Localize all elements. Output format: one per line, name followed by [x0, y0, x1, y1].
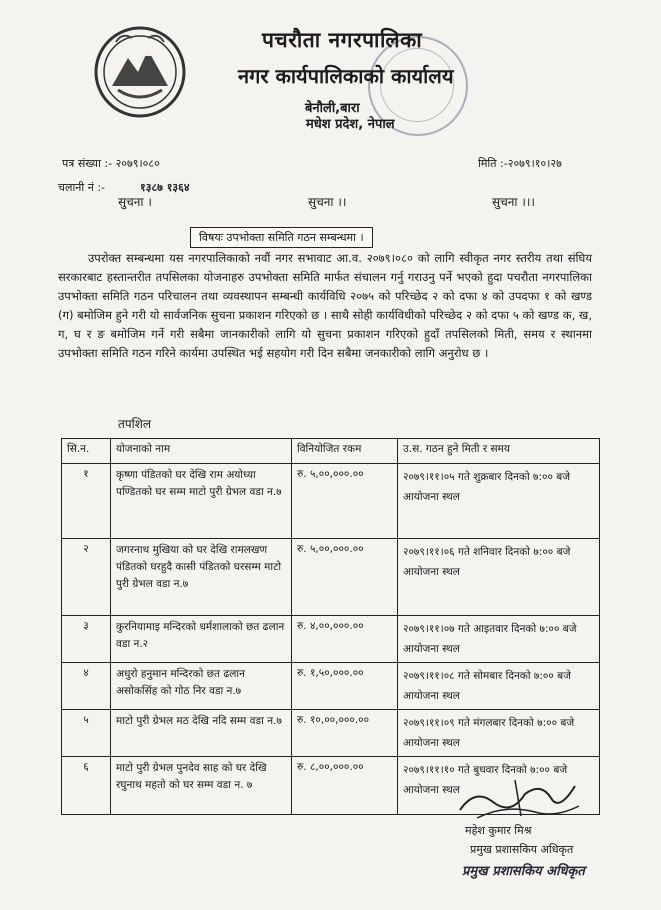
dispatch-number-label: चलानी नं :-: [58, 181, 106, 194]
row-sn: ४: [62, 663, 111, 710]
municipality-emblem-icon: [92, 24, 188, 120]
table-row: [62, 710, 600, 757]
row-sn: ५: [62, 710, 111, 757]
office-title: नगर कार्यपालिकाको कार्यालय: [238, 64, 454, 88]
row-amount: रु. ४,००,०००.००: [292, 616, 398, 663]
row-project-name: माटो पुरी ग्रेभल मठ देखि नदि सम्म वडा न.७: [111, 710, 292, 757]
table-row: [62, 663, 600, 710]
row-date-time: २०७९।११।०६ गते शनिवार दिनको ७:०० बजे आयोजना स्थल: [398, 539, 600, 616]
table-row: [62, 539, 600, 616]
row-amount: रु. ५,००,०००.००: [292, 464, 398, 539]
schedule-table: [61, 438, 600, 815]
letter-date: मिति :-२०७९।१०।२७: [478, 157, 562, 170]
office-place: बेनौली,बारा: [305, 101, 360, 116]
col-project-name: योजनाको नाम: [111, 439, 292, 464]
municipality-title: पचरौता नगरपालिका: [262, 28, 423, 52]
row-date-time: २०७९।११।०७ गते आइतवार दिनको ७:०० बजे आयोजना स्थल: [398, 616, 600, 663]
col-sn: सि.न.: [62, 439, 111, 464]
row-sn: २: [62, 539, 111, 616]
signatory-post: प्रमुख प्रशासकिय अधिकृत: [470, 843, 574, 856]
row-amount: रु. १०,००,०००.००: [292, 710, 398, 757]
signatory-name: महेश कुमार मिश्र: [465, 824, 532, 837]
col-date-time: उ.स. गठन हुने मिती र समय: [398, 439, 600, 464]
notice-word-3: सुचना ।।।: [492, 195, 535, 209]
row-amount: रु. १,५०,०००.००: [292, 663, 398, 710]
row-amount: रु. ५,००,०००.००: [292, 539, 398, 616]
subject-line: विषयः उपभोक्ता समिति गठन सम्बन्धमा ।: [190, 227, 373, 248]
row-amount: रु. ८,००,०००.००: [292, 757, 398, 815]
row-sn: ३: [62, 616, 111, 663]
dispatch-number-handwritten: १३८७ १३६४: [140, 181, 190, 194]
schedule-heading: तपशिल: [118, 417, 152, 431]
row-project-name: कृष्णा पंडितको घर देखि राम अयोध्या पण्डितको घर सम्म माटो पुरी ग्रेभल वडा न.७: [111, 464, 292, 539]
row-sn: १: [62, 464, 111, 539]
table-row: [62, 616, 600, 663]
notice-body: उपरोक्त सम्बन्धमा यस नगरपालिकाको नवौं नगर सभावाट आ.व. २०७९।०८० को लागि स्वीकृत नगर स्तरीय तथा संघिय सरकारबाट हस्तान्तरीत तपसिलका योजनाहरु उपभोक्ता समिति मार्फत संचालन गर्नु गराउनु पर्ने भएको हुदा पचरौता नगरपालिका उपभोक्ता समिति गठन परिचालन तथा व्यवस्थापन सम्बन्धी कार्यविधि २०७५ को परिच्छेद २ को दफा ४ को उपदफा १ को खण्ड (ग) बमोजिम हुने गरी यो सार्वजनिक सुचना प्रकाशन गरिएको छ । साथै सोही कार्यविधीको परिच्छेद २ को दफा ५ को खण्ड क, ख, ग, घ र ङ बमोजिम गर्ने गरी सबैमा जानकारीको लागि यो सुचना प्रकाशन गरिएको हुदाँ तपसिलको मिती, समय र स्थानमा उपभोक्ता समिति गठन गरिने कार्यमा उपस्थित भई सहयोग गरी दिन सबैमा जनकारीको लागि अनुरोध छ ।: [58, 251, 592, 360]
row-project-name: माटो पुरी ग्रेभल पुनदेव साह को घर देखि रघुनाथ महतो को घर सम्म वडा न. ७: [111, 757, 292, 815]
row-date-time: २०७९।११।०९ गते मंगलबार दिनको ७:०० बजे आयोजना स्थल: [398, 710, 600, 757]
row-project-name: कुरनियामाइ मन्दिरको धर्मशालाको छत ढलान वडा न.२: [111, 616, 292, 663]
notice-word-2: सुचना ।।: [308, 195, 347, 209]
table-header-row: [62, 439, 600, 464]
signature-icon: [455, 768, 585, 826]
row-sn: ६: [62, 757, 111, 815]
row-project-name: अधुरो हनुमान मन्दिरको छत ढलान असोकसिंह को गोठ निर वडा न.७: [111, 663, 292, 710]
table-row: [62, 464, 600, 539]
row-date-time: २०७९।११।०८ गते सोमबार दिनको ७:०० बजे आयोजना स्थल: [398, 663, 600, 710]
notice-word-1: सुचना ।: [118, 195, 152, 209]
row-project-name: जगरनाथ मुखिया को घर देखि रामलखण पंडितको घरहुदै कासी पंडितको घरसम्म माटो पुरी ग्रेभल वडा न.७: [111, 539, 292, 616]
letter-number: पत्र संख्या :- २०७९।०८०: [62, 157, 160, 170]
office-province: मधेश प्रदेश, नेपाल: [306, 117, 395, 132]
signatory-stamp: प्रमुख प्रशासकिय अधिकृत: [462, 864, 585, 879]
row-date-time: २०७९।११।१० गते बुधवार दिनको ७:०० बजे आयोजना स्थल: [398, 757, 600, 815]
col-amount: विनियोजित रकम: [292, 439, 398, 464]
row-date-time: २०७९।११।०५ गते शुक्रबार दिनको ७:०० बजे आयोजना स्थल: [398, 464, 600, 539]
